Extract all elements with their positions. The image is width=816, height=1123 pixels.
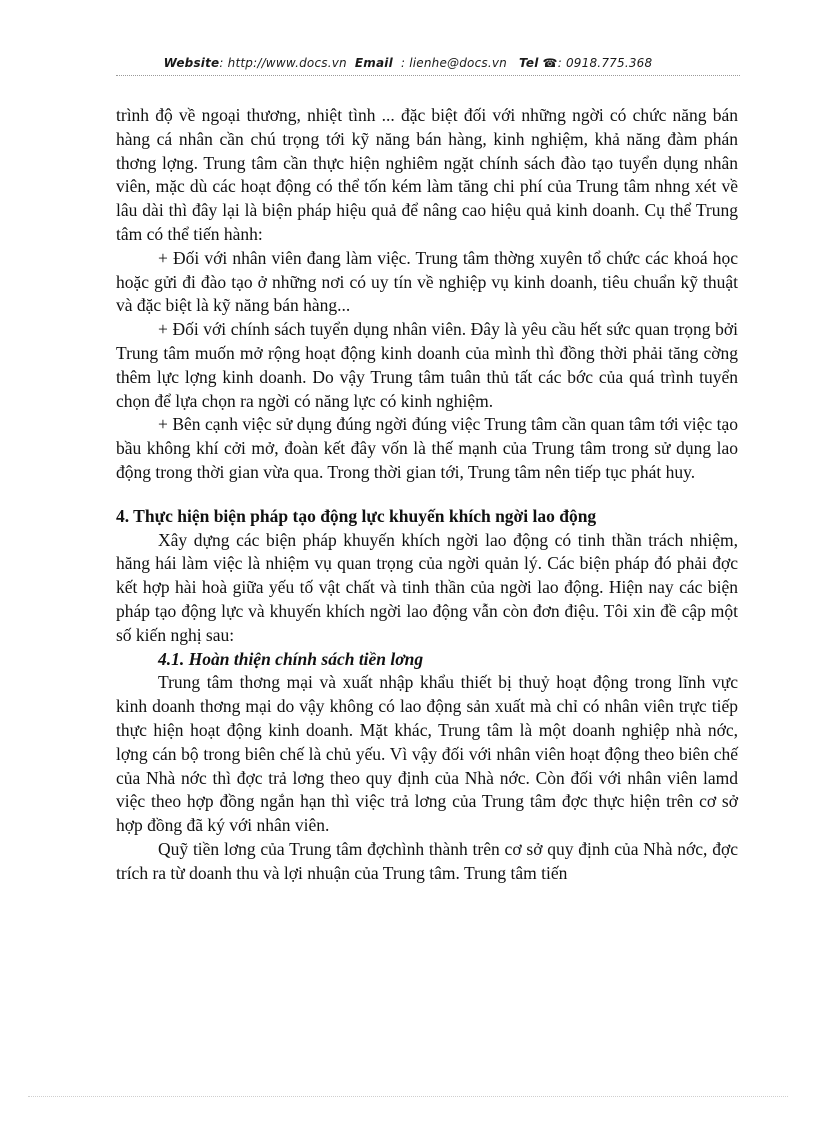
email-value: : lienhe@docs.vn <box>400 56 507 70</box>
paragraph-1: trình độ về ngoại thương, nhiệt tình ... đặc biệt đối với những ngời có chức năng bán hàng cá nhân cần chú trọng tới kỹ năng bán hàng, kinh nghiệm, khả năng đàm phán thơng lợng. Trung tâm cần thực hiện nghiêm ngặt chính sách đào tạo tuyển dụng nhân viên, mặc dù các hoạt động có thể tốn kém làm tăng chi phí của Trung tâm nhng xét về lâu dài thì đây lại là biện pháp hiệu quả để nâng cao hiệu quả kinh doanh. Cụ thể Trung tâm có thể tiến hành: <box>116 105 738 244</box>
page-header <box>0 56 816 70</box>
subsection-heading-4-1: 4.1. Hoàn thiện chính sách tiền lơng <box>158 648 424 669</box>
website-value: : http://www.docs.vn <box>219 56 347 70</box>
phone-icon: ☎ <box>542 56 558 70</box>
paragraph-6: Trung tâm thơng mại và xuất nhập khẩu thiết bị thuỷ hoạt động trong lĩnh vực kinh doanh thơng mại do vậy không có lao động sản xuất mà chỉ có nhân viên trực tiếp thực hiện hoạt động kinh doanh. Mặt khác, Trung tâm là một doanh nghiệp nhà nớc, lợng cán bộ trong biên chế là chủ yếu. Vì vậy đối với nhân viên hoạt động theo biên chế của Nhà nớc thì đợc trả lơng theo quy định của Nhà nớc. Còn đối với nhân viên lamd việc theo hợp đồng ngắn hạn thì việc trả lơng của Trung tâm đợc thực hiện trên cơ sở hợp đồng đã ký với nhân viên. <box>116 672 738 836</box>
header-divider <box>116 75 740 76</box>
footer-divider <box>28 1096 788 1097</box>
tel-value: : 0918.775.368 <box>557 56 653 70</box>
paragraph-5: Xây dựng các biện pháp khuyến khích ngời lao động có tinh thần trách nhiệm, hăng hái làm việc là nhiệm vụ quan trọng của ngời quản lý. Các biện pháp đó phải đợc kết hợp hài hoà giữa yếu tố vật chất và tinh thần của ngời lao động. Hiện nay các biện pháp tạo động lực và khuyến khích ngời lao động vẫn còn đơn điệu. Tôi xin đề cập một số kiến nghị sau: <box>116 529 738 645</box>
paragraph-3: + Đối với chính sách tuyển dụng nhân viên. Đây là yêu cầu hết sức quan trọng bởi Trung tâm muốn mở rộng hoạt động kinh doanh của mình thì đồng thời phải tăng cờng thêm lực lợng kinh doanh. Do vậy Trung tâm tuân thủ tất các bớc của quá trình tuyển chọn để lựa chọn ra ngời có năng lực có kinh nghiệm. <box>116 319 738 411</box>
section-heading-4: 4. Thực hiện biện pháp tạo động lực khuyến khích ngời lao động <box>116 505 597 526</box>
paragraph-7: Quỹ tiền lơng của Trung tâm đợchình thành trên cơ sở quy định của Nhà nớc, đợc trích ra từ doanh thu và lợi nhuận của Trung tâm. Trung tâm tiến <box>116 838 738 883</box>
paragraph-4: + Bên cạnh việc sử dụng đúng ngời đúng việc Trung tâm cần quan tâm tới việc tạo bầu không khí cởi mở, đoàn kết đây vốn là thế mạnh của Trung tâm trong sử dụng lao động trong thời gian vừa qua. Trong thời gian tới, Trung tâm nên tiếp tục phát huy. <box>116 414 738 482</box>
document-body <box>116 104 738 886</box>
paragraph-2: + Đối với nhân viên đang làm việc. Trung tâm thờng xuyên tổ chức các khoá học hoặc gửi đi đào tạo ở những nơi có uy tín về nghiệp vụ kinh doanh, tiêu chuẩn kỹ thuật và đặc biệt là kỹ năng bán hàng... <box>116 247 738 316</box>
tel-label: Tel <box>519 56 539 70</box>
website-label: Website <box>163 56 220 70</box>
email-label: Email <box>354 56 393 70</box>
